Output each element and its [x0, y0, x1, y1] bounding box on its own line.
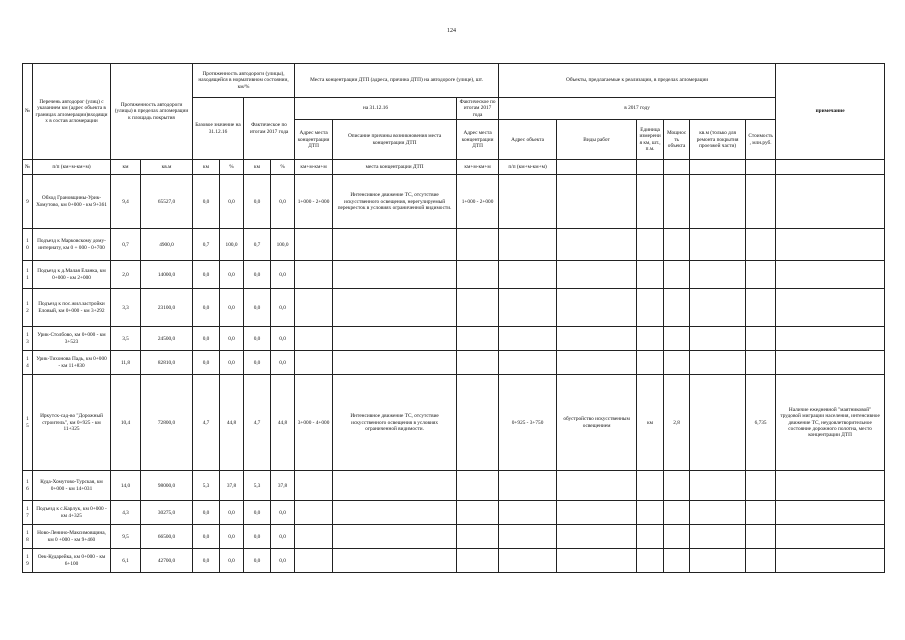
cell-actual-pct: 0,0 [271, 327, 295, 351]
cell-row-number: 19 [23, 549, 33, 573]
cell-dtp-description [333, 351, 457, 375]
cell-base-km: 0,0 [193, 525, 220, 549]
cell-road-length-km: 4,3 [111, 501, 141, 525]
cell-dtp-address [295, 501, 333, 525]
cell-repair-sqm [690, 289, 746, 327]
hdr-dtp-address-2017: Адрес места концентрации ДТП [457, 120, 499, 160]
cell-road-name: Подъезд к Марковскому дому-интернату, км 0 + 000 - 0+700 [33, 229, 111, 261]
cell-base-pct: 0,0 [220, 351, 244, 375]
cell-capacity [664, 261, 690, 289]
hdr-capacity: Мощность объекта [664, 120, 690, 160]
cell-road-area-sqm: 4900,0 [141, 229, 193, 261]
units-cell [664, 160, 690, 175]
cell-capacity [664, 471, 690, 501]
cell-base-pct: 0,0 [220, 525, 244, 549]
cell-dtp-description: Интенсивное движение ТС, отсутствие искусственного освещения в условиях ограниченной видимости. [333, 375, 457, 471]
cell-unit [637, 549, 664, 573]
cell-row-number: 17 [23, 501, 33, 525]
agglomeration-roads-table [22, 63, 885, 573]
cell-capacity [664, 229, 690, 261]
units-cell: п/п (км+м-км+м) [499, 160, 557, 175]
cell-base-pct: 0,0 [220, 549, 244, 573]
hdr-dtp-address: Адрес места концентрации ДТП [295, 120, 333, 160]
cell-capacity [664, 289, 690, 327]
hdr-unit: Единица измерения км, шт., п.м. [637, 120, 664, 160]
table-row [23, 289, 885, 327]
cell-actual-km: 0,0 [244, 549, 271, 573]
cell-road-area-sqm: 42700,0 [141, 549, 193, 573]
cell-actual-pct: 44,8 [271, 375, 295, 471]
cell-row-number: 18 [23, 525, 33, 549]
cell-object-address [499, 175, 557, 229]
cell-note [776, 351, 885, 375]
cell-dtp-address [295, 471, 333, 501]
cell-object-address [499, 229, 557, 261]
hdr-repair-sqm: кв.м (только для ремонта покрытия проезжей части) [690, 120, 746, 160]
cell-base-pct: 0,0 [220, 289, 244, 327]
cell-base-pct: 0,0 [220, 327, 244, 351]
cell-road-length-km: 11,8 [111, 351, 141, 375]
cell-road-name: Подъезд к с.Карлук, км 0+000 - км 4+325 [33, 501, 111, 525]
cell-dtp-address-2017 [457, 501, 499, 525]
units-cell: % [220, 160, 244, 175]
cell-object-address [499, 327, 557, 351]
cell-base-km: 0,7 [193, 229, 220, 261]
hdr-object-address: Адрес объекта [499, 120, 557, 160]
cell-cost [746, 471, 776, 501]
units-cell: км+м-км+м [295, 160, 333, 175]
cell-actual-km: 4,7 [244, 375, 271, 471]
cell-actual-km: 0,0 [244, 501, 271, 525]
cell-object-address [499, 525, 557, 549]
table-row [23, 327, 885, 351]
units-cell [690, 160, 746, 175]
cell-repair-sqm [690, 375, 746, 471]
units-cell: кв.м [141, 160, 193, 175]
cell-capacity [664, 327, 690, 351]
cell-cost [746, 501, 776, 525]
cell-work-type [557, 229, 637, 261]
cell-actual-pct: 0,0 [271, 289, 295, 327]
cell-cost [746, 229, 776, 261]
hdr-work-types: Виды работ [557, 120, 637, 160]
cell-dtp-address-2017 [457, 229, 499, 261]
table-row [23, 229, 885, 261]
cell-base-km: 0,0 [193, 175, 220, 229]
hdr-note: примечание [776, 64, 885, 160]
cell-base-pct: 37,8 [220, 471, 244, 501]
cell-actual-pct: 0,0 [271, 501, 295, 525]
table-row [23, 501, 885, 525]
cell-dtp-address-2017 [457, 471, 499, 501]
cell-note [776, 501, 885, 525]
cell-dtp-address-2017 [457, 289, 499, 327]
cell-cost [746, 549, 776, 573]
cell-road-length-km: 3,3 [111, 289, 141, 327]
units-cell: % [271, 160, 295, 175]
units-cell [557, 160, 637, 175]
cell-object-address: 0+925 - 3+750 [499, 375, 557, 471]
cell-dtp-address-2017 [457, 351, 499, 375]
cell-base-pct: 0,0 [220, 175, 244, 229]
cell-unit [637, 525, 664, 549]
cell-dtp-description [333, 471, 457, 501]
cell-road-area-sqm: 24500,0 [141, 327, 193, 351]
cell-row-number: 12 [23, 289, 33, 327]
cell-object-address [499, 261, 557, 289]
cell-road-length-km: 2,0 [111, 261, 141, 289]
cell-road-name: Урик-Тихонова Падь, км 0+000 - км 11+830 [33, 351, 111, 375]
cell-cost [746, 289, 776, 327]
cell-dtp-address-2017 [457, 549, 499, 573]
hdr-dtp-reasons: Описание причины возникновения места концентрации ДТП [333, 120, 457, 160]
cell-cost [746, 327, 776, 351]
cell-road-length-km: 14,0 [111, 471, 141, 501]
cell-unit [637, 351, 664, 375]
cell-base-pct: 0,0 [220, 261, 244, 289]
cell-road-length-km: 9,4 [111, 175, 141, 229]
cell-road-length-km: 10,4 [111, 375, 141, 471]
cell-note [776, 229, 885, 261]
cell-actual-pct: 0,0 [271, 175, 295, 229]
cell-actual-km: 0,0 [244, 327, 271, 351]
cell-road-area-sqm: 98000,0 [141, 471, 193, 501]
cell-note [776, 549, 885, 573]
cell-actual-km: 0,0 [244, 351, 271, 375]
table-row [23, 375, 885, 471]
cell-actual-km: 0,0 [244, 525, 271, 549]
cell-dtp-address-2017 [457, 525, 499, 549]
cell-actual-km: 0,0 [244, 175, 271, 229]
units-cell: км [244, 160, 271, 175]
cell-dtp-address [295, 549, 333, 573]
cell-cost [746, 175, 776, 229]
units-cell [776, 160, 885, 175]
cell-repair-sqm [690, 229, 746, 261]
cell-road-name: Ново-Ленино-Максимовщина, км 0 +000 - км 9+460 [33, 525, 111, 549]
cell-repair-sqm [690, 175, 746, 229]
cell-road-length-km: 9,5 [111, 525, 141, 549]
cell-road-length-km: 6,1 [111, 549, 141, 573]
cell-row-number: 11 [23, 261, 33, 289]
units-cell: км+м-км+м [457, 160, 499, 175]
cell-capacity [664, 501, 690, 525]
cell-note [776, 525, 885, 549]
cell-note [776, 289, 885, 327]
units-cell: места концентрации ДТП [333, 160, 457, 175]
cell-note [776, 471, 885, 501]
cell-dtp-address [295, 261, 333, 289]
cell-row-number: 13 [23, 327, 33, 351]
cell-cost: 6,735 [746, 375, 776, 471]
cell-unit [637, 261, 664, 289]
cell-base-pct: 0,0 [220, 501, 244, 525]
hdr-actual-value: Фактическое по итогам 2017 года [244, 98, 295, 160]
cell-actual-pct: 37,8 [271, 471, 295, 501]
cell-road-name: Подъезд к пос.жил.застройки Еловый, км 0+000 - км 3+292 [33, 289, 111, 327]
units-cell: км [111, 160, 141, 175]
cell-actual-pct: 0,0 [271, 549, 295, 573]
cell-dtp-description [333, 327, 457, 351]
hdr-road-list: Перечень автодорог (улиц) с указанием км (адрес объекта в границах агломерации)входящи х в состав агломерации [33, 64, 111, 160]
cell-work-type [557, 351, 637, 375]
cell-object-address [499, 549, 557, 573]
cell-base-km: 4,7 [193, 375, 220, 471]
cell-repair-sqm [690, 549, 746, 573]
cell-dtp-address: 1+000 - 2+000 [295, 175, 333, 229]
table-row [23, 471, 885, 501]
cell-repair-sqm [690, 261, 746, 289]
cell-row-number: 14 [23, 351, 33, 375]
cell-work-type [557, 501, 637, 525]
cell-work-type [557, 525, 637, 549]
hdr-normative-group: Протяженность автодороги (улицы), находящейся в нормативном состоянии, км/% [193, 64, 295, 98]
cell-base-km: 5,3 [193, 471, 220, 501]
cell-work-type [557, 327, 637, 351]
cell-road-area-sqm: 72800,0 [141, 375, 193, 471]
cell-object-address [499, 501, 557, 525]
cell-dtp-description [333, 289, 457, 327]
cell-actual-km: 0,0 [244, 261, 271, 289]
hdr-objects-group: Объекты, предлагаемые к реализации, в пределах агломерации [499, 64, 776, 98]
table-row [23, 549, 885, 573]
cell-dtp-address-2017 [457, 327, 499, 351]
cell-work-type [557, 175, 637, 229]
cell-unit [637, 471, 664, 501]
cell-road-area-sqm: 82810,0 [141, 351, 193, 375]
cell-base-km: 0,0 [193, 289, 220, 327]
cell-unit: км [637, 375, 664, 471]
cell-base-km: 0,0 [193, 351, 220, 375]
cell-dtp-address [295, 327, 333, 351]
table-row [23, 175, 885, 229]
cell-repair-sqm [690, 327, 746, 351]
cell-capacity [664, 175, 690, 229]
cell-cost [746, 351, 776, 375]
hdr-dtp-actual: Фактическое по итогам 2017 года [457, 98, 499, 120]
cell-repair-sqm [690, 351, 746, 375]
cell-road-name: Куда-Хомутово-Турская, км 0+000 - км 14+031 [33, 471, 111, 501]
units-cell [637, 160, 664, 175]
cell-note [776, 261, 885, 289]
cell-unit [637, 289, 664, 327]
cell-dtp-address [295, 525, 333, 549]
cell-actual-pct: 0,0 [271, 261, 295, 289]
cell-actual-pct: 0,0 [271, 525, 295, 549]
cell-row-number: 16 [23, 471, 33, 501]
cell-base-km: 0,0 [193, 549, 220, 573]
cell-base-km: 0,0 [193, 501, 220, 525]
cell-actual-pct: 0,0 [271, 351, 295, 375]
cell-row-number: 15 [23, 375, 33, 471]
cell-road-name: Обход Грановщины-Урик-Хомутово, км 0+000 - км 9+361 [33, 175, 111, 229]
cell-road-area-sqm: 23100,0 [141, 289, 193, 327]
cell-actual-km: 0,0 [244, 289, 271, 327]
cell-road-length-km: 3,5 [111, 327, 141, 351]
cell-actual-pct: 100,0 [271, 229, 295, 261]
cell-note [776, 175, 885, 229]
cell-base-km: 0,0 [193, 261, 220, 289]
cell-dtp-description [333, 261, 457, 289]
cell-road-area-sqm: 66500,0 [141, 525, 193, 549]
cell-road-area-sqm: 65527,0 [141, 175, 193, 229]
cell-work-type [557, 471, 637, 501]
cell-work-type [557, 289, 637, 327]
cell-object-address [499, 289, 557, 327]
table-row [23, 351, 885, 375]
hdr-dtp-date: на 31.12.16 [295, 98, 457, 120]
cell-repair-sqm [690, 471, 746, 501]
cell-dtp-address [295, 229, 333, 261]
cell-note: Наличие ежедневной "маятниковой" трудовой миграции населения, интенсивное движение ТС, неудовлетворительное состояние дорожного полотна, место концентрации ДТП [776, 375, 885, 471]
cell-row-number: 10 [23, 229, 33, 261]
cell-dtp-address-2017: 1+000 - 2+000 [457, 175, 499, 229]
cell-object-address [499, 351, 557, 375]
hdr-road-length: Протяженность автодороги (улицы) в пределах агломерации к площадь покрытия [111, 64, 193, 160]
hdr-row-no: № [23, 64, 33, 160]
cell-capacity [664, 549, 690, 573]
cell-dtp-description [333, 229, 457, 261]
cell-dtp-description [333, 501, 457, 525]
cell-dtp-description [333, 549, 457, 573]
cell-dtp-address-2017 [457, 261, 499, 289]
cell-work-type [557, 261, 637, 289]
cell-work-type: обустройство искусственным освещением [557, 375, 637, 471]
cell-capacity [664, 525, 690, 549]
cell-actual-km: 5,3 [244, 471, 271, 501]
cell-actual-km: 0,7 [244, 229, 271, 261]
cell-unit [637, 327, 664, 351]
cell-dtp-description: Интенсивное движение ТС, отсутствие искусственного освещения, нерегулируемый перекресток в условиях ограниченной видимости. [333, 175, 457, 229]
units-row-no: № [23, 160, 33, 175]
cell-repair-sqm [690, 525, 746, 549]
cell-road-name: Урик-Столбово, км 0+000 - км 3+523 [33, 327, 111, 351]
units-cell [746, 160, 776, 175]
cell-dtp-address [295, 351, 333, 375]
cell-object-address [499, 471, 557, 501]
cell-dtp-address-2017 [457, 375, 499, 471]
cell-dtp-address [295, 289, 333, 327]
cell-road-area-sqm: 30275,0 [141, 501, 193, 525]
cell-capacity [664, 351, 690, 375]
hdr-year-2017: в 2017 году [499, 98, 776, 120]
cell-capacity: 2,8 [664, 375, 690, 471]
cell-work-type [557, 549, 637, 573]
cell-road-area-sqm: 14000,0 [141, 261, 193, 289]
table-row [23, 261, 885, 289]
cell-dtp-address: 3+000 - 4+000 [295, 375, 333, 471]
table-row [23, 525, 885, 549]
cell-unit [637, 501, 664, 525]
cell-unit [637, 175, 664, 229]
units-cell: п/п (км+м-км+м) [33, 160, 111, 175]
cell-road-name: Подъезд к д.Малая Еланка, км 0+000 - км 2+000 [33, 261, 111, 289]
hdr-dtp-group: Места концентрации ДТП (адреса, причина ДТП) на автодороге (улице), шт. [295, 64, 499, 98]
cell-cost [746, 261, 776, 289]
hdr-cost: Стоимость, млн.руб. [746, 120, 776, 160]
cell-cost [746, 525, 776, 549]
cell-base-pct: 100,0 [220, 229, 244, 261]
cell-road-name: Оек-Кударейка, км 0+000 - км 6+100 [33, 549, 111, 573]
cell-unit [637, 229, 664, 261]
cell-base-pct: 44,8 [220, 375, 244, 471]
cell-road-length-km: 0,7 [111, 229, 141, 261]
cell-road-name: Иркутск-сад-во "Дорожный строитель", км 0+925 - км 11+325 [33, 375, 111, 471]
page-number: 124 [447, 28, 456, 34]
cell-dtp-description [333, 525, 457, 549]
cell-note [776, 327, 885, 351]
units-cell: км [193, 160, 220, 175]
hdr-base-value: Базовое значение на 31.12.16 [193, 98, 244, 160]
cell-row-number: 9 [23, 175, 33, 229]
cell-base-km: 0,0 [193, 327, 220, 351]
cell-repair-sqm [690, 501, 746, 525]
